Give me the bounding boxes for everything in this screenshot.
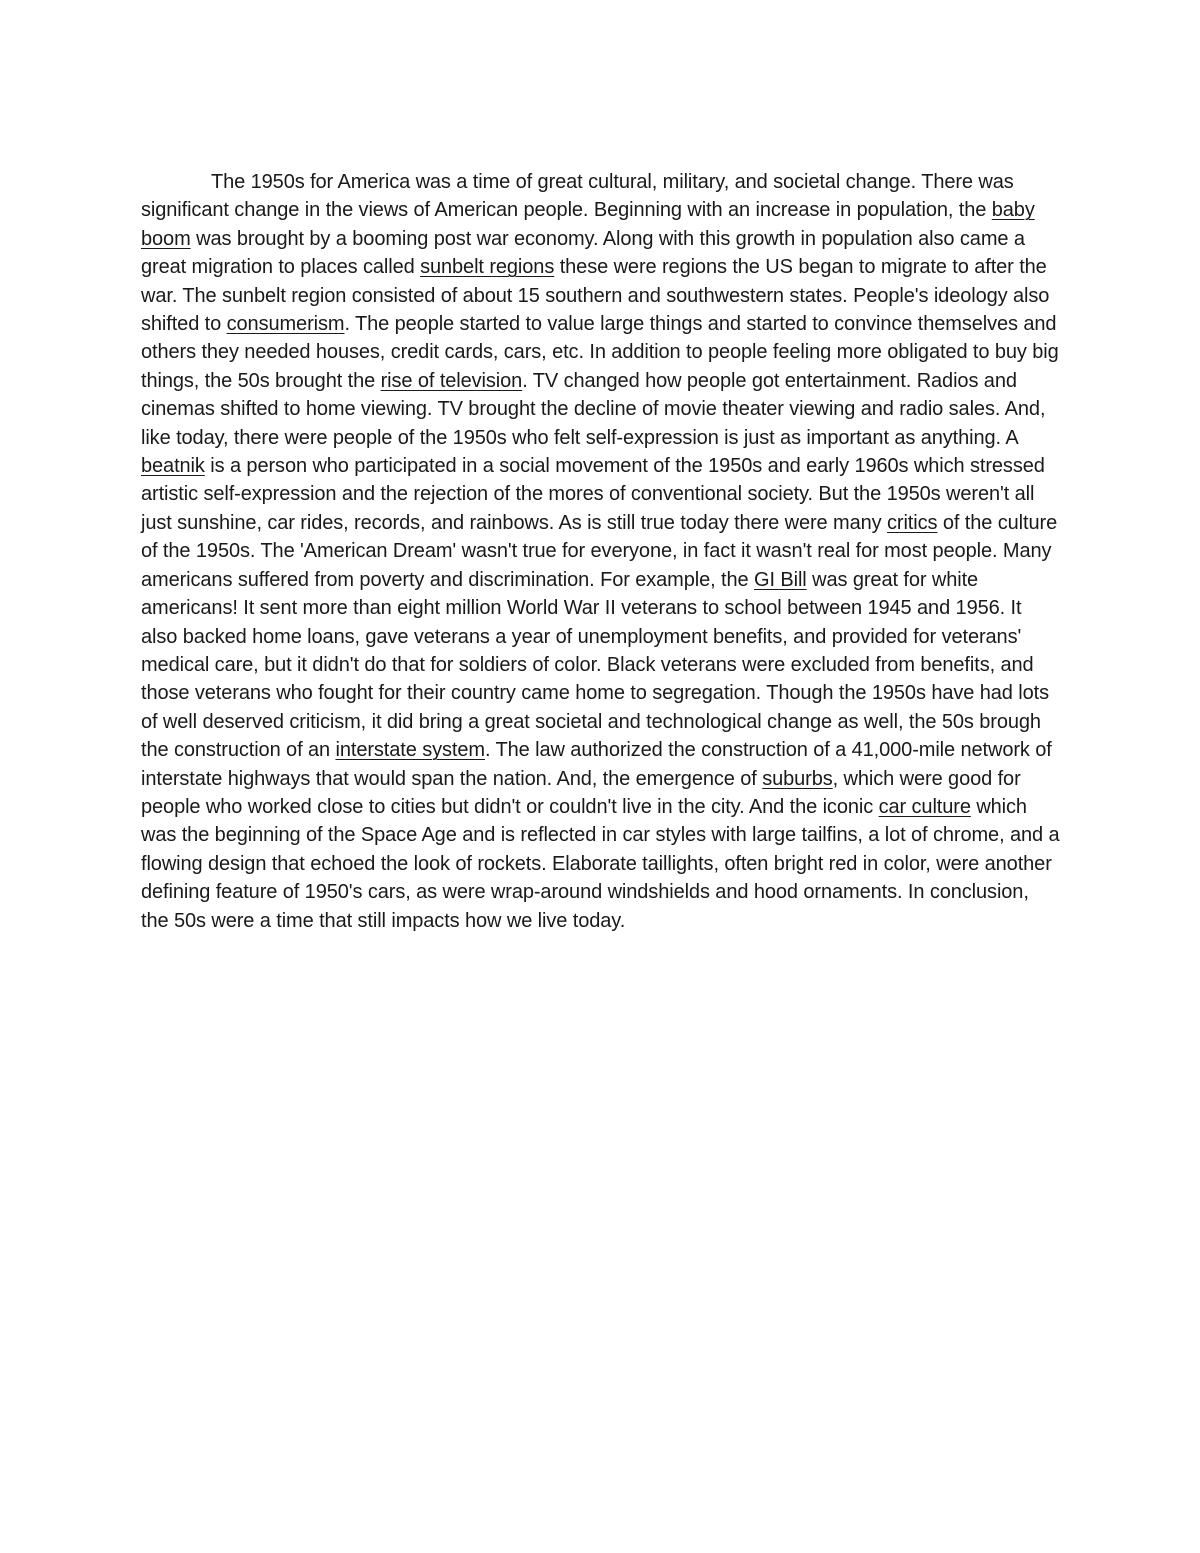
link-sunbelt-regions[interactable]: sunbelt regions <box>420 256 555 279</box>
link-critics[interactable]: critics <box>887 511 938 534</box>
link-interstate-system[interactable]: interstate system <box>335 739 485 762</box>
link-consumerism[interactable]: consumerism <box>226 313 345 336</box>
text-segment: these were regions the US began to migrate to after the war. The sunbelt region consisted of about 15 southern and southwestern states. People's ideology also shifted to <box>141 256 1050 336</box>
link-baby-boom[interactable]: baby boom <box>141 199 1035 250</box>
text-segment: . The law authorized the construction of a 41,000-mile network of interstate highways that would span the nation. And, the emergence of <box>141 739 1052 790</box>
text-segment: . The people started to value large things and started to convince themselves and others they needed houses, credit cards, cars, etc. In addition to people feeling more obligated to buy big things, the 50s brought the <box>141 313 1059 392</box>
link-beatnik[interactable]: beatnik <box>141 455 205 478</box>
text-segment: The 1950s for America was a time of great cultural, military, and societal change. There was significant change in the views of American people. Beginning with an increase in population, the <box>141 171 1014 222</box>
link-gi-bill[interactable]: GI Bill <box>754 568 807 591</box>
text-segment: was great for white americans! It sent more than eight million World War II veterans to school between 1945 and 1956. It also backed home loans, gave veterans a year of unemployment benefits, and provided for veterans' medical care, but it didn't do that for soldiers of color. Black veterans were excluded from benefits, and those veterans who fought for their country came home to segregation. Though the 1950s have had lots of well deserved criticism, it did bring a great societal and technological change as well, the 50s brough the construction of an <box>141 568 1049 762</box>
text-segment: which was the beginning of the Space Age and is reflected in car styles with large tailfins, a lot of chrome, and a flowing design that echoed the look of rockets. Elaborate taillights, often bright red in color, were another defining feature of 1950's cars, as were wrap-around windshields and hood ornaments. In conclusion, the 50s were a time that still impacts how we live today. <box>141 795 1060 932</box>
text-segment: was brought by a booming post war economy. Along with this growth in population also came a great migration to places called <box>141 227 1025 279</box>
text-segment: is a person who participated in a social movement of the 1950s and early 1960s which stressed artistic self-expression and the rejection of the mores of conventional society. But the 1950s weren't all just sunshine, car rides, records, and rainbows. As is still true today there were many <box>141 455 1045 534</box>
link-rise-of-television[interactable]: rise of television <box>380 369 523 392</box>
text-segment: , which were good for people who worked close to cities but didn't or couldn't live in the city. And the iconic <box>141 767 1021 818</box>
link-car-culture[interactable]: car culture <box>878 795 971 818</box>
text-segment: of the culture of the 1950s. The 'American Dream' wasn't true for everyone, in fact it wasn't real for most people. Many americans suffered from poverty and discrimination. For example, the <box>141 511 1058 591</box>
text-segment: . TV changed how people got entertainment. Radios and cinemas shifted to home viewing. TV brought the decline of movie theater viewing and radio sales. And, like today, there were people of the 1950s who felt self-expression is just as important as anything. A <box>141 369 1046 449</box>
link-suburbs[interactable]: suburbs <box>762 767 833 790</box>
essay-paragraph <box>141 168 1061 935</box>
